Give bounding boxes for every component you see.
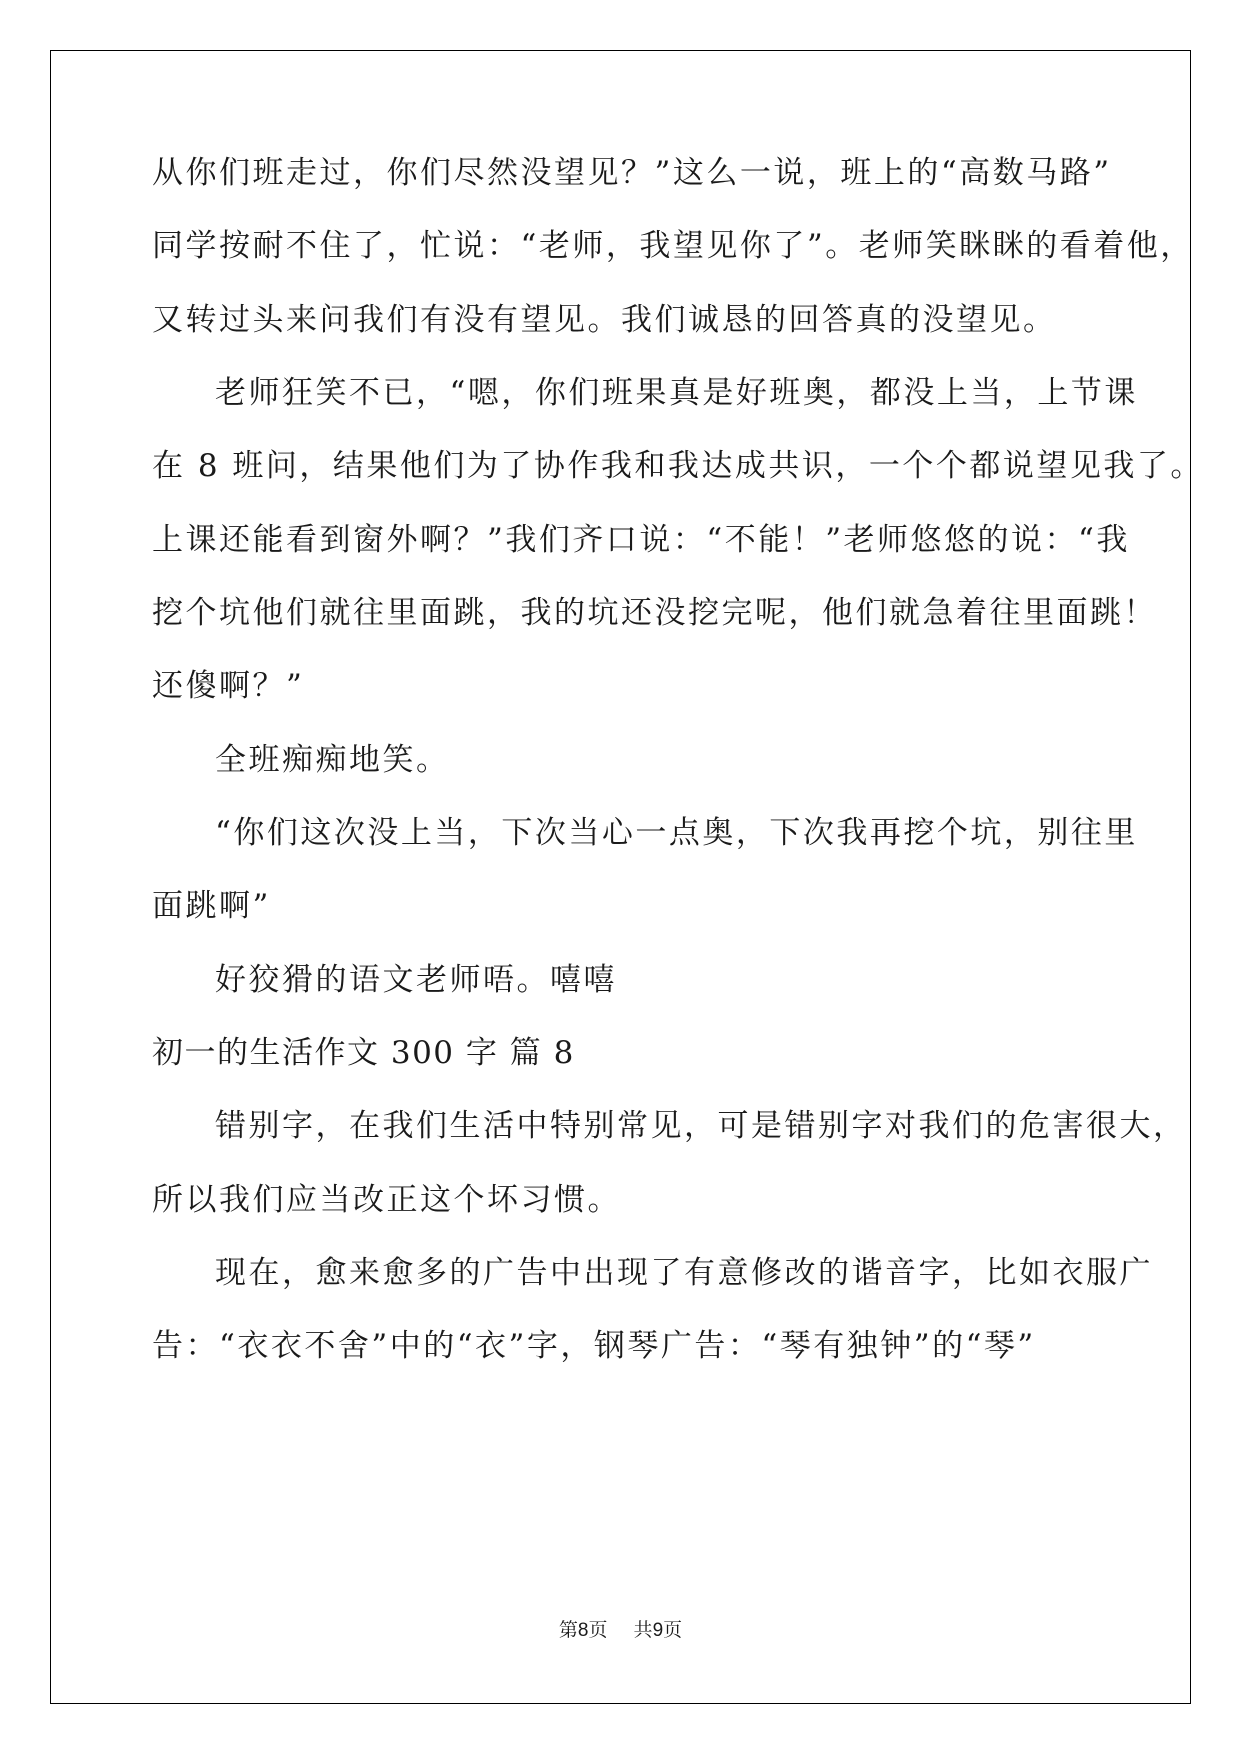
paragraph-start: 好狡猾的语文老师唔。嘻嘻 [215,962,617,998]
section-heading: 初一的生活作文 300 字 篇 8 [152,1035,575,1071]
page-border [50,50,1191,1704]
text-line: 上课还能看到窗外啊？”我们齐口说：“不能！”老师悠悠的说：“我 [152,522,1130,558]
footer-page-prefix: 第 [558,1619,578,1641]
text-line: 所以我们应当改正这个坏习惯。 [152,1182,621,1218]
text-line: 告：“衣衣不舍”中的“衣”字，钢琴广告：“琴有独钟”的“琴” [152,1328,1036,1364]
footer-page-suffix: 页 [588,1619,608,1641]
text-line: 又转过头来问我们有没有望见。我们诚恳的回答真的没望见。 [152,302,1057,338]
footer-total-prefix: 共 [633,1619,653,1641]
text-line: 挖个坑他们就往里面跳，我的坑还没挖完呢，他们就急着往里面跳！ [152,595,1157,631]
text-line: 面跳啊” [152,888,271,924]
footer-total-suffix: 页 [663,1619,683,1641]
text-line: 从你们班走过，你们尽然没望见？”这么一说，班上的“高数马路” [152,155,1112,191]
paragraph-start: “你们这次没上当，下次当心一点奥，下次我再挖个坑，别往里 [215,815,1138,851]
text-line: 同学按耐不住了，忙说：“老师，我望见你了”。老师笑眯眯的看着他， [152,228,1194,264]
paragraph-start: 错别字，在我们生活中特别常见，可是错别字对我们的危害很大， [215,1108,1187,1144]
text-line: 在 8 班问，结果他们为了协作我和我达成共识，一个个都说望见我了。 [152,448,1204,484]
paragraph-start: 全班痴痴地笑。 [215,742,450,778]
page-footer [0,1618,1241,1643]
paragraph-start: 老师狂笑不已，“嗯，你们班果真是好班奥，都没上当，上节课 [215,375,1138,411]
paragraph-start: 现在，愈来愈多的广告中出现了有意修改的谐音字，比如衣服广 [215,1255,1153,1291]
text-line: 还傻啊？” [152,668,305,704]
footer-total-pages: 9 [652,1620,664,1641]
footer-page-number: 8 [577,1620,589,1641]
